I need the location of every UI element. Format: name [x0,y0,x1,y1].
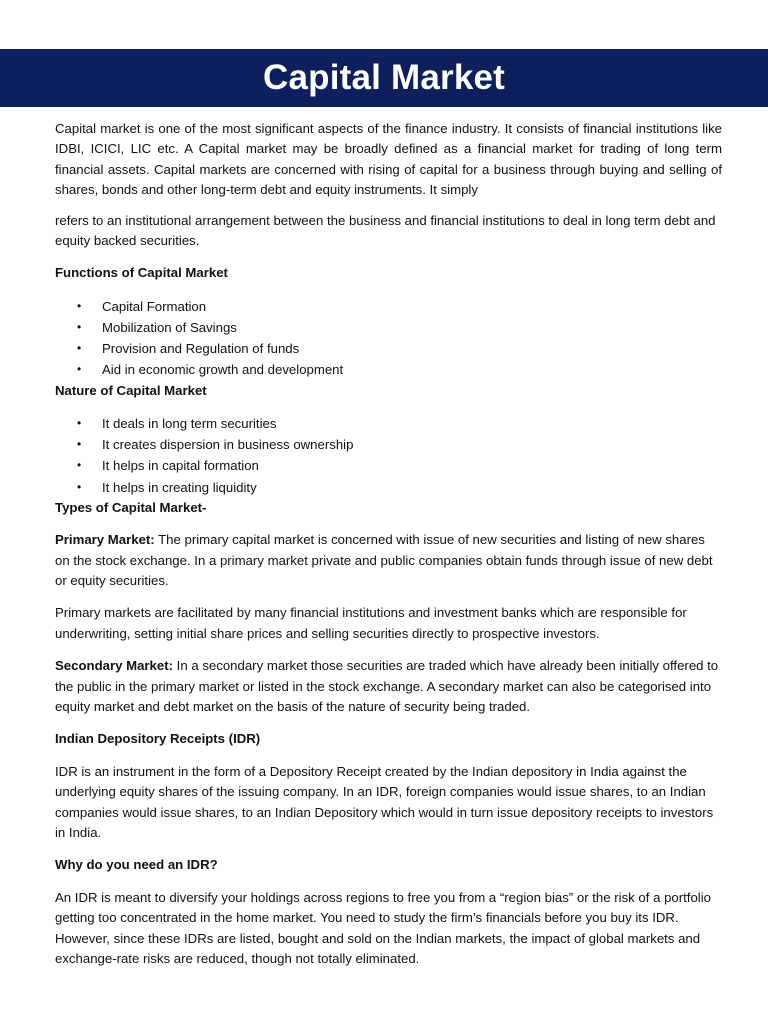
bullet-icon: • [77,298,82,313]
bullet-icon: • [77,416,82,430]
primary-market-label: Primary Market: [55,532,155,548]
list-item-text: It creates dispersion in business ownership [102,437,354,453]
list-item [55,317,722,338]
bullet-icon: • [77,320,82,335]
functions-heading: Functions of Capital Market [55,265,228,281]
why-idr-paragraph: An IDR is meant to diversify your holdings across regions to free you from a “region bias” or the risk of a portfolio getting too concentrated in the home market. You need to study the firm’s financials before you buy its IDR. However, since these IDRs are listed, bought and sold on the Indian markets, the impact of global markets and exchange-rate risks are reduced, though not totally eliminated. [55,889,712,967]
secondary-market-label: Secondary Market: [55,658,173,674]
title-banner [0,49,768,107]
list-item-text: It helps in capital formation [102,458,259,474]
bullet-icon: • [77,437,82,452]
intro-paragraph: Capital market is one of the most significant aspects of the finance industry. It consists of financial institutions like IDBI, ICICI, LIC etc. A Capital market may be broadly defined as a financial market for trading of long term financial assets. Capital markets are concerned with rising of capital for a business through buying and selling of shares, bonds and other long-term debt and equity instruments. It simply [55,121,722,198]
types-heading: Types of Capital Market- [55,499,207,515]
list-item-text: Capital Formation [102,298,207,314]
bullet-icon: • [77,341,82,356]
list-item [55,413,722,434]
list-item [55,434,722,455]
page-title: Capital Market [262,58,506,97]
list-item-text: Aid in economic growth and development [102,362,344,378]
bullet-icon: • [77,479,82,494]
list-item-text: It helps in creating liquidity [102,479,257,495]
document-body [55,119,722,969]
idr-paragraph: IDR is an instrument in the form of a Depository Receipt created by the Indian depository in India against the underlying equity shares of the issuing company. In an IDR, foreign companies would issue shares, to an Indian companies would issue shares, to an Indian Depository which would in turn issue depository receipts to investors in India. [55,763,714,841]
bullet-icon: • [77,458,82,473]
intro-continuation: refers to an institutional arrangement between the business and financial institutions to deal in long term debt and equity backed securities. [55,212,716,249]
list-item [55,359,722,380]
nature-heading: Nature of Capital Market [55,382,207,398]
list-item [55,296,722,317]
list-item [55,338,722,359]
primary-market-text: The primary capital market is concerned with issue of new securities and listing of new shares on the stock exchange. In a primary market private and public companies obtain funds through issue of new debt or equity securities. [55,532,713,588]
list-item [55,477,722,498]
primary-market-paragraph [55,530,722,591]
primary-market-extra: Primary markets are facilitated by many financial institutions and investment banks which are responsible for underwriting, setting initial share prices and selling securities directly to prospective investors. [55,605,687,641]
list-item [55,455,722,476]
nature-list [55,413,722,498]
secondary-market-text: In a secondary market those securities are traded which have already been initially offered to the public in the primary market or listed in the stock exchange. A secondary market can also be categorised into equity market and debt market on the basis of the nature of security being traded. [55,658,719,714]
list-item-text: It deals in long term securities [102,416,277,431]
secondary-market-paragraph [55,656,722,717]
list-item-text: Mobilization of Savings [102,320,237,336]
list-item-text: Provision and Regulation of funds [102,341,300,357]
idr-heading: Indian Depository Receipts (IDR) [55,731,261,747]
functions-list [55,296,722,381]
bullet-icon: • [77,362,82,377]
why-idr-heading: Why do you need an IDR? [55,857,218,873]
